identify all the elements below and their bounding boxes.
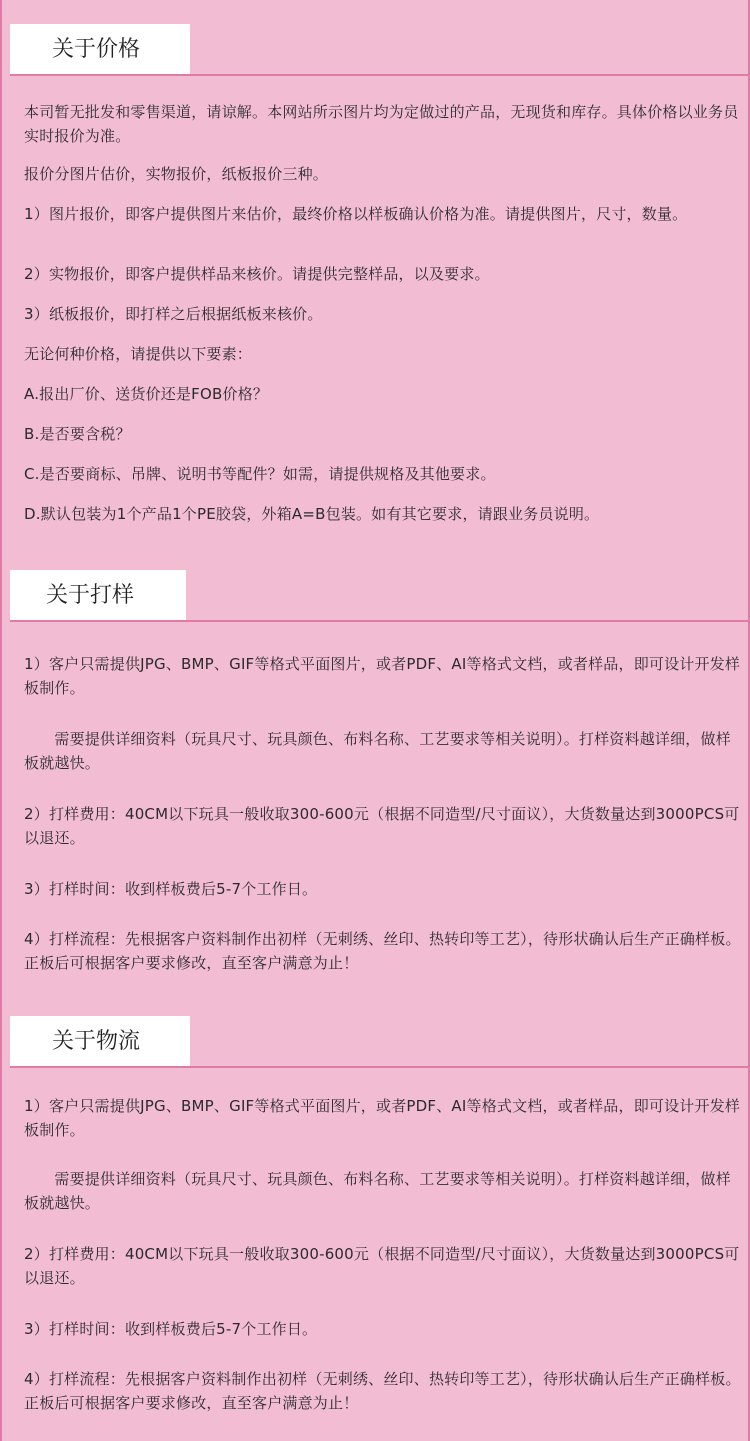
paragraph: C.是否要商标、吊牌、说明书等配件？如需，请提供规格及其他要求。	[24, 465, 496, 483]
paragraph: A.报出厂价、送货价还是FOB价格？	[24, 385, 269, 403]
paragraph: 2）打样费用：40CM以下玩具一般收取300-600元（根据不同造型/尺寸面议），大货数量达到3000PCS可以退还。	[24, 1245, 740, 1287]
paragraph: 1）客户只需提供JPG、BMP、GIF等格式平面图片，或者PDF、AI等格式文档，或者样品，即可设计开发样板制作。	[24, 655, 741, 697]
paragraph: 2）实物报价，即客户提供样品来核价。请提供完整样品，以及要求。	[24, 265, 490, 283]
paragraph: 无论何种价格，请提供以下要素：	[24, 345, 253, 363]
section-title-tab	[10, 1016, 190, 1068]
paragraph: 4）打样流程：先根据客户资料制作出初样（无刺绣、丝印、热转印等工艺），待形状确认后生产正确样板。正板后可根据客户要求修改，直至客户满意为止！	[24, 1370, 741, 1412]
section-divider	[10, 1066, 750, 1068]
section-title: 关于打样	[46, 583, 135, 608]
section-title: 关于价格	[52, 37, 141, 62]
paragraph: 4）打样流程：先根据客户资料制作出初样（无刺绣、丝印、热转印等工艺），待形状确认后生产正确样板。正板后可根据客户要求修改，直至客户满意为止！	[24, 930, 741, 972]
paragraph: 1）客户只需提供JPG、BMP、GIF等格式平面图片，或者PDF、AI等格式文档，或者样品，即可设计开发样板制作。	[24, 1097, 741, 1139]
section-divider	[10, 620, 750, 622]
section-title-tab	[10, 24, 190, 76]
section-title: 关于物流	[52, 1029, 141, 1054]
paragraph: 2）打样费用：40CM以下玩具一般收取300-600元（根据不同造型/尺寸面议），大货数量达到3000PCS可以退还。	[24, 805, 740, 847]
paragraph: 3）打样时间：收到样板费后5-7个工作日。	[24, 880, 318, 898]
section-title-tab	[10, 570, 186, 622]
section-divider	[10, 74, 750, 76]
paragraph: 3）纸板报价，即打样之后根据纸板来核价。	[24, 305, 323, 323]
paragraph: D.默认包装为1个产品1个PE胶袋，外箱A=B包装。如有其它要求，请跟业务员说明。	[24, 505, 600, 523]
paragraph: 1）图片报价，即客户提供图片来估价，最终价格以样板确认价格为准。请提供图片，尺寸，数量。	[24, 205, 688, 223]
paragraph: 需要提供详细资料（玩具尺寸、玩具颜色、布料名称、工艺要求等相关说明）。打样资料越详细，做样板就越快。	[24, 1170, 731, 1212]
paragraph: 需要提供详细资料（玩具尺寸、玩具颜色、布料名称、工艺要求等相关说明）。打样资料越详细，做样板就越快。	[24, 730, 731, 772]
paragraph: 报价分图片估价，实物报价，纸板报价三种。	[24, 165, 329, 183]
paragraph: 本司暂无批发和零售渠道，请谅解。本网站所示图片均为定做过的产品，无现货和库存。具体价格以业务员实时报价为准。	[24, 103, 739, 145]
paragraph: B.是否要含税？	[24, 425, 131, 443]
paragraph: 3）打样时间：收到样板费后5-7个工作日。	[24, 1320, 318, 1338]
